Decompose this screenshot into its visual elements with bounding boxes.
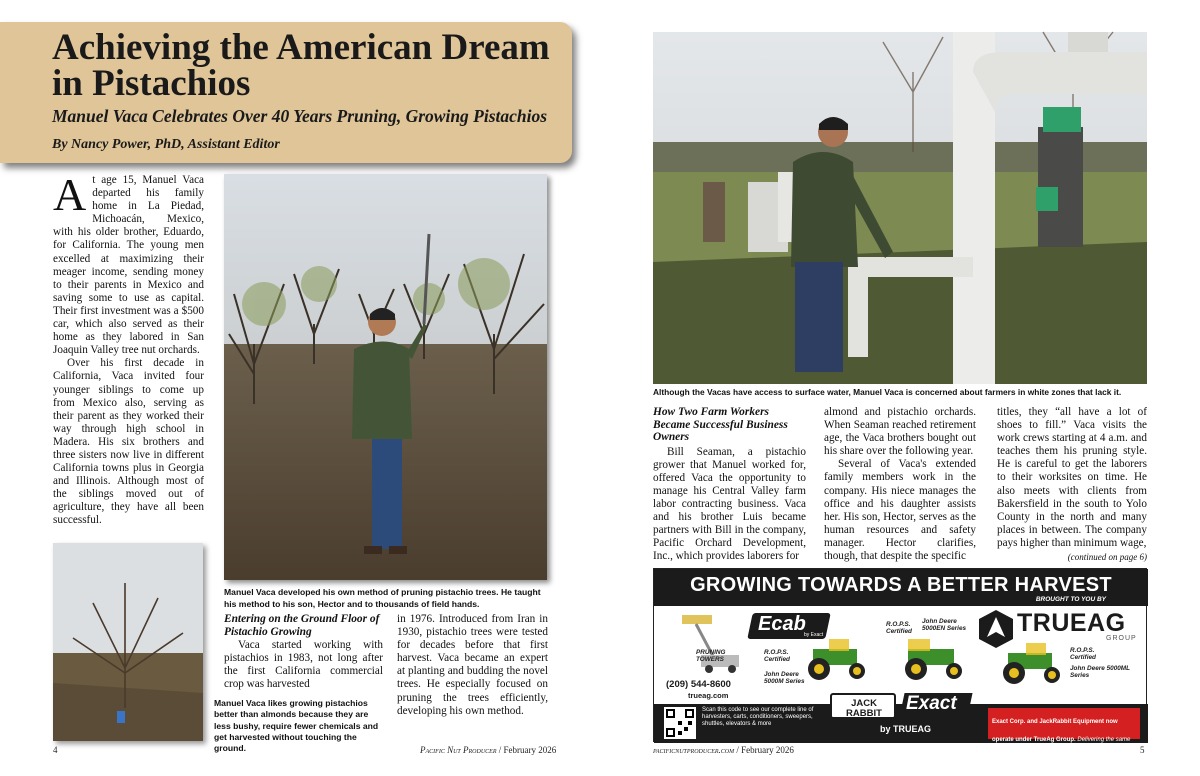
photo-tree	[53, 543, 203, 741]
footer-site[interactable]: pacificnutproducer.com	[653, 745, 735, 755]
jackrabbit-logo: JACK RABBIT	[846, 698, 882, 719]
section-ground-floor-p1: Vaca started working with pistachios in 1983, not long after the first California commercial crop was harvested	[224, 639, 383, 691]
footer-date-right: / February 2026	[734, 745, 794, 755]
section-ground-floor-p2: in 1976. Introduced from Iran in 1930, pistachio trees were tested for decades before that first harvest. Vaca became an expert at planting and budding the novel trees. He especially focused on pruning the trees efficiently, developing his own method.	[397, 613, 548, 717]
trueag-group: GROUP	[1106, 635, 1137, 642]
ad-phone[interactable]: (209) 544-8600	[666, 679, 731, 690]
ad-brought-by: BROUGHT TO YOU BY	[1035, 596, 1106, 603]
article-title: Achieving the American Dream in Pistachios	[52, 27, 550, 104]
page-number-right: 5	[1140, 745, 1145, 755]
section-heading-ground-floor: Entering on the Ground Floor of Pistachio Growing	[224, 613, 380, 638]
right-col2-p1: almond and pistachio orchards. When Seaman reached retirement age, the Vaca brothers bought out his share over the following year.	[824, 406, 976, 458]
section-ground-floor	[224, 613, 383, 691]
section-ground-floor-col2	[397, 613, 548, 718]
footer-publication: Pacific Nut Producer	[420, 745, 497, 755]
page-number-left: 4	[53, 745, 58, 755]
intro-text-1: t age 15, Manuel Vaca departed his family home in La Piedad, Michoacán, Mexico, with his older brother, Eduardo, for California. The young men excelled at maximizing their meager income, sending money to their parents in Mexico and saving some to use as capital. Their first investment was a $500 car, which also served as their home as they labored in San Joaquin Valley tree nut orchards.	[53, 174, 204, 357]
tractor-5000m-icon	[799, 639, 877, 681]
pruning-tower-icon	[676, 613, 746, 673]
photo-irrigation-caption: Although the Vacas have access to surface water, Manuel Vaca is concerned about farmers in white zones that lack it.	[653, 387, 1122, 397]
irrigation-photo-illustration	[653, 32, 1147, 384]
pruning-towers-label: PRUNING TOWERS	[696, 649, 726, 663]
tractor-5000en-icon	[894, 637, 974, 681]
exact-logo: Exact	[906, 693, 957, 714]
section-heading-business-owners: How Two Farm Workers Became Successful Business Owners	[653, 406, 788, 443]
footer-date-left: / February 2026	[496, 745, 557, 755]
right-col2-p2: Several of Vaca's extended family members work in the company. His niece manages the office and his daughter assists her. His son, Hector, serves as the human resources and safety manager. Hector clarifies, though, that despite the specific	[824, 458, 976, 563]
footer-right	[653, 745, 794, 755]
tree-photo-illustration	[53, 543, 203, 741]
rops-label-3: R.O.P.S. Certified	[1070, 647, 1096, 661]
by-trueag-logo: by TRUEAG	[880, 724, 932, 734]
byline: By Nancy Power, PhD, Assistant Editor	[52, 137, 280, 152]
right-col3-text: titles, they “all have a lot of shoes to fill.” Vaca visits the work crews starting at 4 a.m. and teaches them his pruning style. He is careful to get the laborers to their worksites on time. He also meets with clients from Bakersfield in the south to Yolo County in the north and many places in between. The company pays higher than minimum wage,	[997, 406, 1147, 549]
tractor-5000ml-icon	[994, 643, 1072, 685]
photo-tree-caption: Manuel Vaca likes growing pistachios better than almonds because they are less bushy, require fewer chemicals and get harvested without touching the ground.	[214, 698, 379, 754]
rops-label-2: R.O.P.S. Certified	[886, 621, 912, 635]
photo-pruning-caption: Manuel Vaca developed his own method of pruning pistachio trees. He taught his method to his son, Hector and to thousands of field hands.	[224, 587, 541, 609]
right-column-3	[997, 406, 1147, 562]
ad-qr-text: Scan this code to see our complete line of harvesters, carts, conditioners, sweepers, shuttles, elevators & more	[702, 707, 814, 727]
article-subtitle: Manuel Vaca Celebrates Over 40 Years Pruning, Growing Pistachios	[52, 106, 548, 126]
ecab-sub: by Exact	[804, 632, 824, 638]
pruning-photo-illustration	[224, 174, 547, 580]
jd-5000en-label: John Deere 5000EN Series	[922, 618, 967, 632]
ad-notice-box	[988, 708, 1140, 761]
jd-5000ml-label: John Deere 5000ML Series	[1070, 665, 1130, 679]
right-col1-text: Bill Seaman, a pistachio grower that Manuel worked for, offered Vaca the opportunity to manage his Central Valley farm labor contracting business. Vaca and his brother Luis became partners with Bill in the company, Pacific Orchard Development, Inc., which provides laborers for	[653, 445, 806, 563]
continued-note: (continued on page 6)	[1067, 552, 1147, 563]
qr-code-icon[interactable]	[664, 707, 696, 739]
photo-irrigation	[653, 32, 1147, 384]
ad-headline: GROWING TOWARDS A BETTER HARVEST	[690, 574, 1112, 596]
footer-left	[420, 745, 556, 755]
intro-column	[53, 169, 204, 528]
intro-paragraph-1	[53, 169, 204, 357]
intro-paragraph-2: Over his first decade in California, Vaca invited four younger siblings to come up from Mexico also, serving as their parent as they worked their way through high school in Madera. His six brothers and three sisters now live in different California towns plus in Georgia and Illinois. Although most of the siblings moved out of agriculture, they have all been successful.	[53, 357, 204, 527]
right-column-1	[653, 406, 806, 563]
photo-pruning	[224, 174, 547, 580]
jd-5000m-label: John Deere 5000M Series	[764, 671, 805, 685]
ecab-logo: Ecab	[758, 613, 806, 635]
trueag-logo: TRUEAG	[1017, 609, 1126, 637]
right-column-2	[824, 406, 976, 563]
ad-website[interactable]: trueag.com	[688, 691, 729, 700]
rops-label-1: R.O.P.S. Certified	[764, 649, 790, 663]
ad-notice-rest: Delivering the same trusted quality and performance growers depend on.	[992, 737, 1132, 761]
drop-cap: A	[53, 169, 87, 220]
ad-notice-bold: Exact Corp. and JackRabbit Equipment now operate under TrueAg Group.	[992, 719, 1118, 743]
